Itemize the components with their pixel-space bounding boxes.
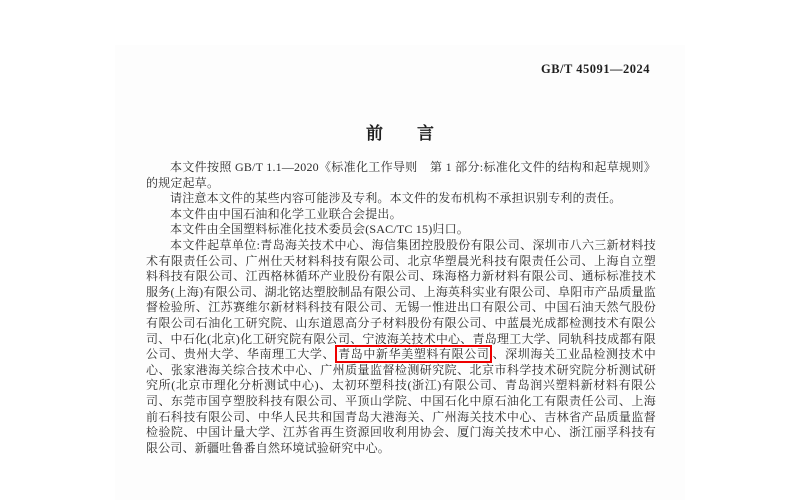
drafting-units-after: 、深圳海关工业品检测技术中心、张家港海关综合技术中心、广州质量监督检测研究院、北京市科学技术研究院分析测试研究所(北京市理化分析测试中心)、太初环塑科技(浙江)有限公司、青岛润兴塑料新材料有限公司、东莞市国亨塑胶科技有限公司、平顶山学院、中国石化中原石油化工有限责任公司、上海前石科技有限公司、中华人民共和国青岛大港海关、广州海关技术中心、吉林省产品质量监督检验院、中国计量大学、江苏省再生资源回收利用协会、厦门海关技术中心、浙江丽孚科技有限公司、新疆吐鲁番自然环境试验研究中心。 <box>146 347 656 455</box>
drafting-units-before: 本文件起草单位:青岛海关技术中心、海信集团控股股份有限公司、深圳市八六三新材料技术有限责任公司、广州仕天材料科技有限公司、北京华塑晨光科技有限责任公司、上海自立塑料科技有限公司、江西格林循环产业股份有限公司、珠海格力新材料有限公司、通标标准技术服务(上海)有限公司、湖北铭达塑胶制品有限公司、上海英科实业有限公司、阜阳市产品质量监督检验所、江苏赛维尔新材料科技有限公司、无锡一惟进出口有限公司、中国石油天然气股份有限公司石油化工研究院、山东道恩高分子材料股份有限公司、中蓝晨光成都检测技术有限公司、中石化(北京)化工研究院有限公司、宁波海关技术中心、青岛理工大学、同轨科技成都有限公司、贵州大学、华南理工大学、 <box>146 237 656 362</box>
highlighted-company-red-box: 青岛中新华美塑料有限公司 <box>335 345 492 363</box>
paragraph-centralized-by: 本文件由全国塑料标准化技术委员会(SAC/TC 15)归口。 <box>170 222 470 237</box>
paragraph-drafting-units <box>146 238 656 456</box>
paragraph-proposed-by: 本文件由中国石油和化学工业联合会提出。 <box>170 206 402 221</box>
paragraph-patent-note: 请注意本文件的某些内容可能涉及专利。本文件的发布机构不承担识别专利的责任。 <box>170 191 622 206</box>
standard-number: GB/T 45091—2024 <box>540 62 650 76</box>
page-title: 前 言 <box>366 124 434 143</box>
paragraph-drafting-basis: 本文件按照 GB/T 1.1—2020《标准化工作导则 第 1 部分:标准化文件的结构和起草规则》的规定起草。 <box>146 160 656 190</box>
document-body <box>146 160 656 456</box>
